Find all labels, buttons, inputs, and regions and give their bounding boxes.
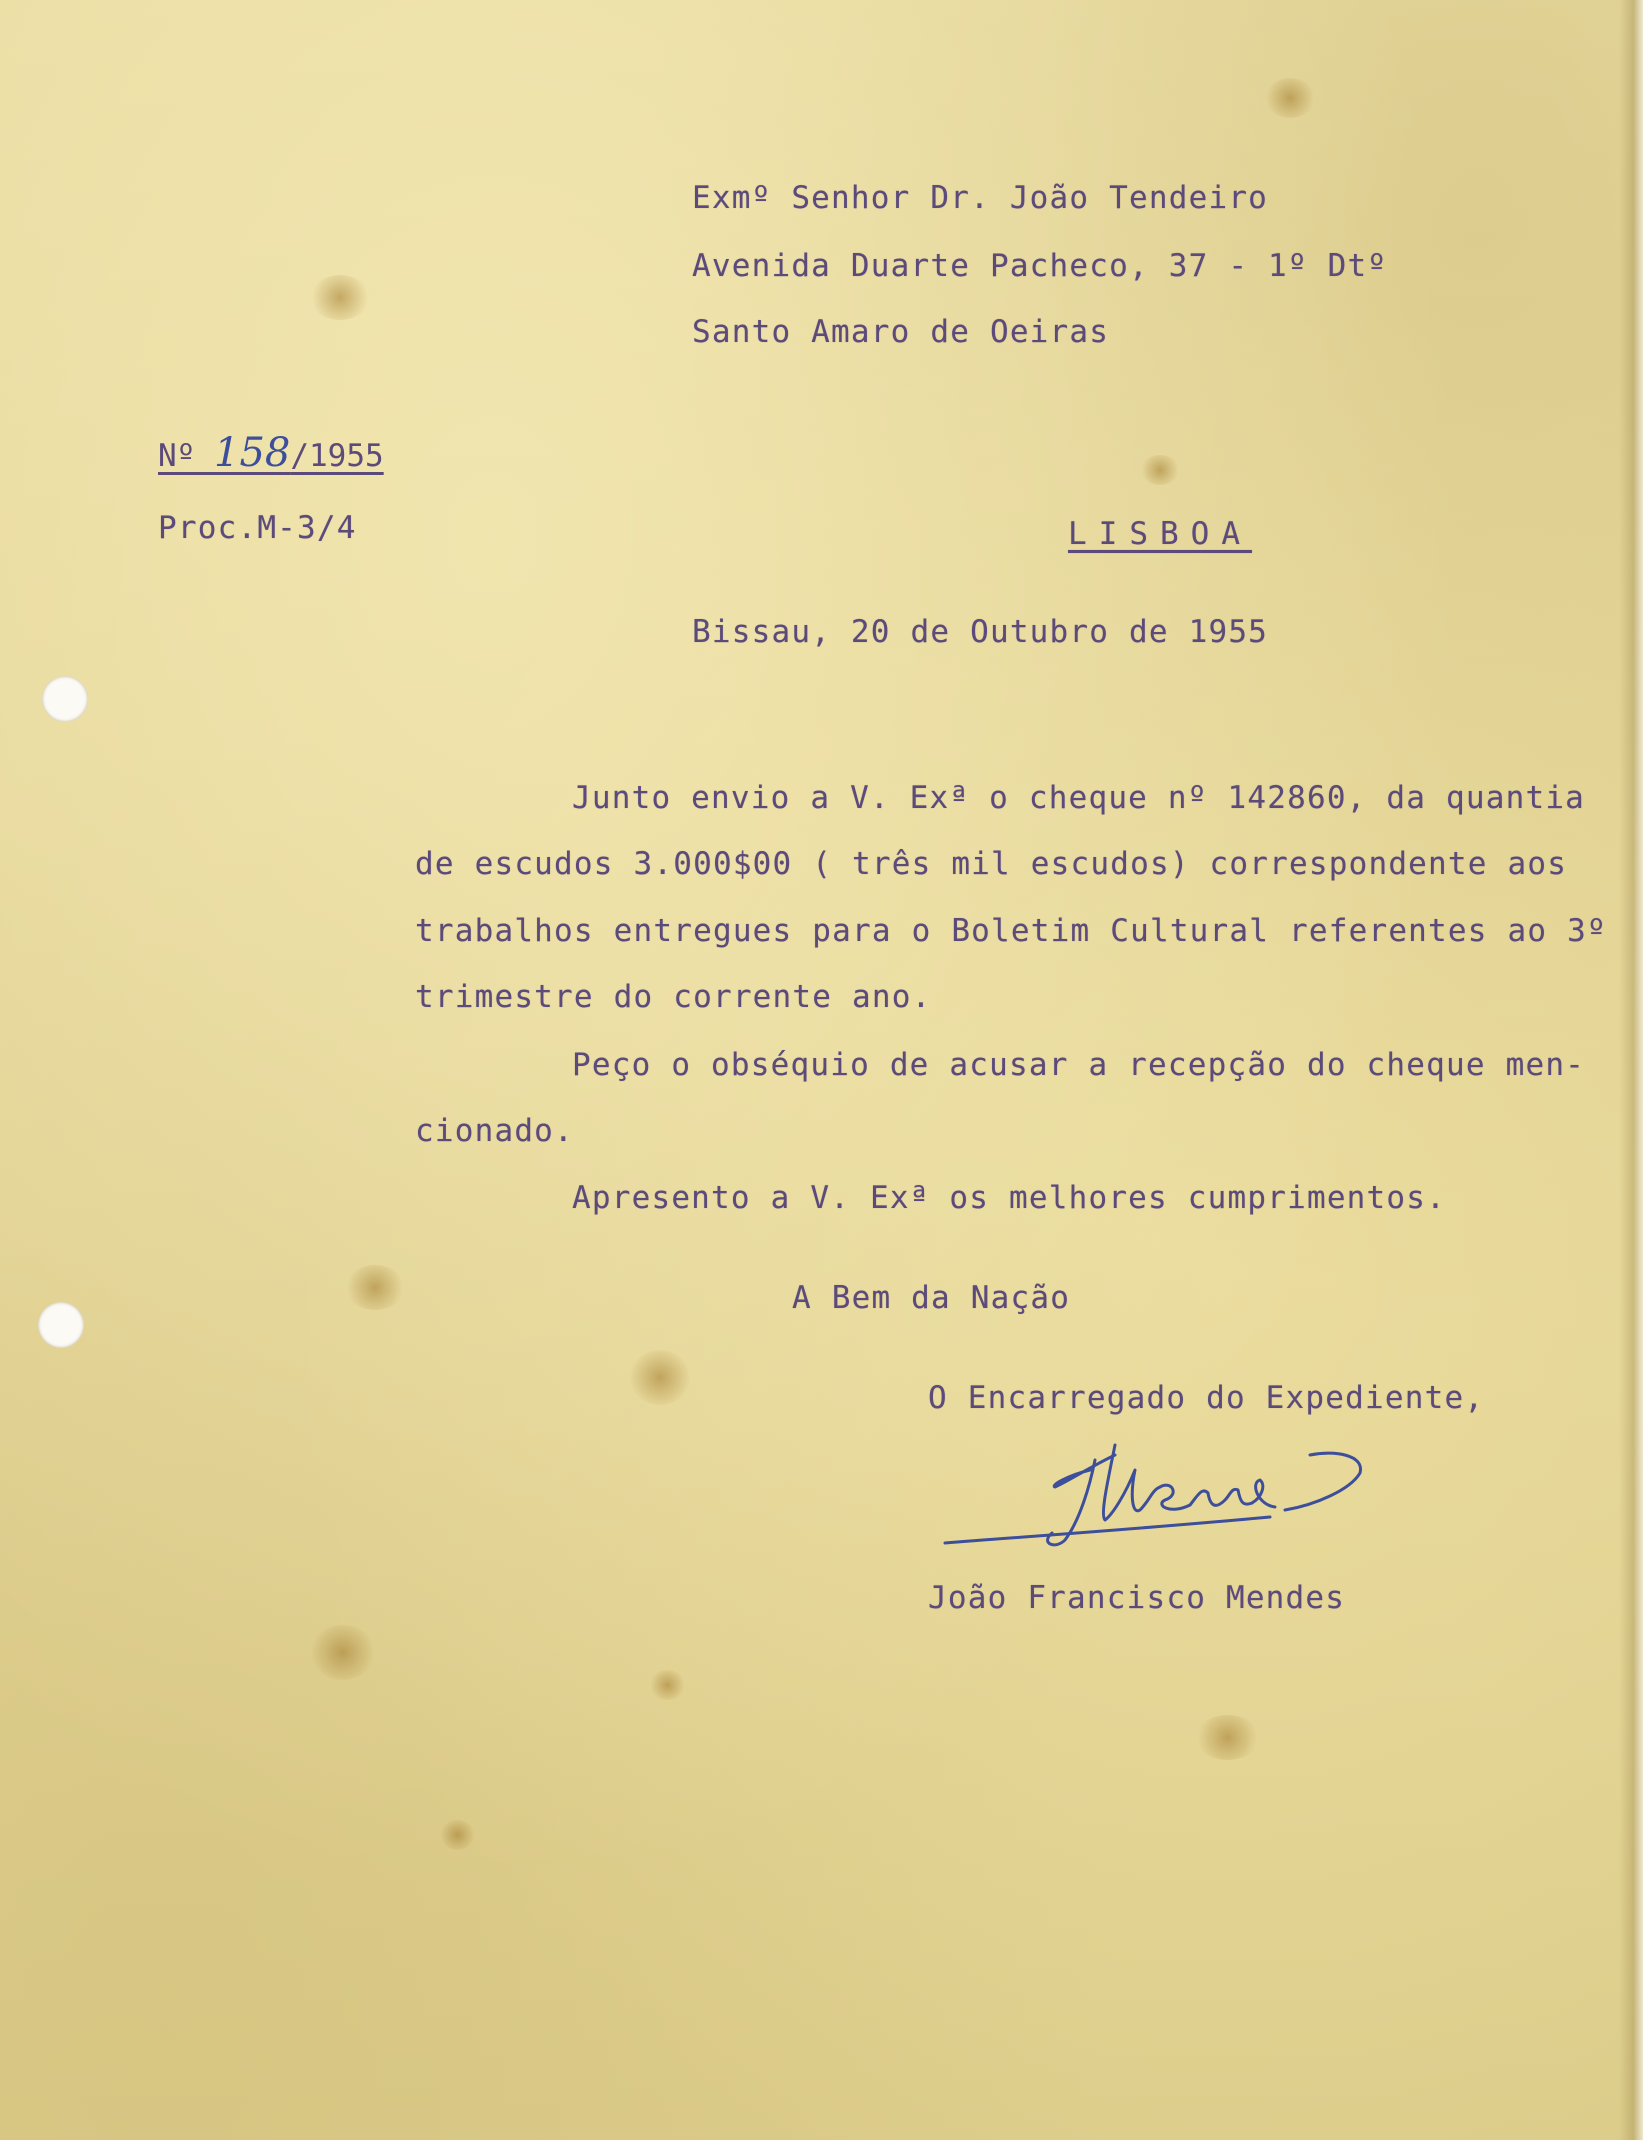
body-paragraph-2-line-2: cionado. [415, 1113, 574, 1149]
body-paragraph-1-line-3: trabalhos entregues para o Boletim Cultural referentes ao 3º [415, 913, 1607, 949]
process-reference: Proc.M-3/4 [158, 510, 357, 546]
body-paragraph-2-line-1: Peço o obséquio de acusar a recepção do cheque men- [572, 1047, 1586, 1083]
foxing-spot [1195, 1715, 1260, 1760]
foxing-spot [650, 1670, 685, 1700]
punch-hole-bottom [38, 1302, 84, 1348]
paper-edge [1619, 0, 1643, 2140]
foxing-spot [310, 275, 370, 320]
foxing-spot [310, 1625, 375, 1680]
signatory-role: O Encarregado do Expediente, [928, 1380, 1485, 1416]
reference-number [158, 430, 384, 476]
closing-salutation: A Bem da Nação [792, 1280, 1071, 1316]
foxing-spot [440, 1820, 475, 1850]
signatory-name: João Francisco Mendes [928, 1580, 1346, 1616]
punch-hole-top [42, 676, 88, 722]
reference-year: /1955 [290, 438, 384, 474]
reference-prefix: Nº [158, 438, 214, 474]
body-paragraph-1-line-1: Junto envio a V. Exª o cheque nº 142860, da quantia [572, 780, 1586, 816]
body-paragraph-3-line-1: Apresento a V. Exª os melhores cumprimentos. [572, 1180, 1446, 1216]
foxing-spot [630, 1350, 690, 1405]
handwritten-signature [940, 1425, 1420, 1569]
destination-city: LISBOA [1068, 516, 1252, 552]
recipient-line-2: Avenida Duarte Pacheco, 37 - 1º Dtº [692, 248, 1388, 284]
foxing-spot [1265, 78, 1315, 118]
recipient-line-1: Exmº Senhor Dr. João Tendeiro [692, 180, 1269, 216]
body-paragraph-1-line-4: trimestre do corrente ano. [415, 979, 932, 1015]
date-line: Bissau, 20 de Outubro de 1955 [692, 614, 1269, 650]
foxing-spot [1140, 455, 1180, 485]
signature-icon [940, 1425, 1420, 1565]
handwritten-number: 158 [214, 430, 291, 476]
recipient-line-3: Santo Amaro de Oeiras [692, 314, 1110, 350]
foxing-spot [345, 1265, 405, 1310]
body-paragraph-1-line-2: de escudos 3.000$00 ( três mil escudos) correspondente aos [415, 846, 1568, 882]
